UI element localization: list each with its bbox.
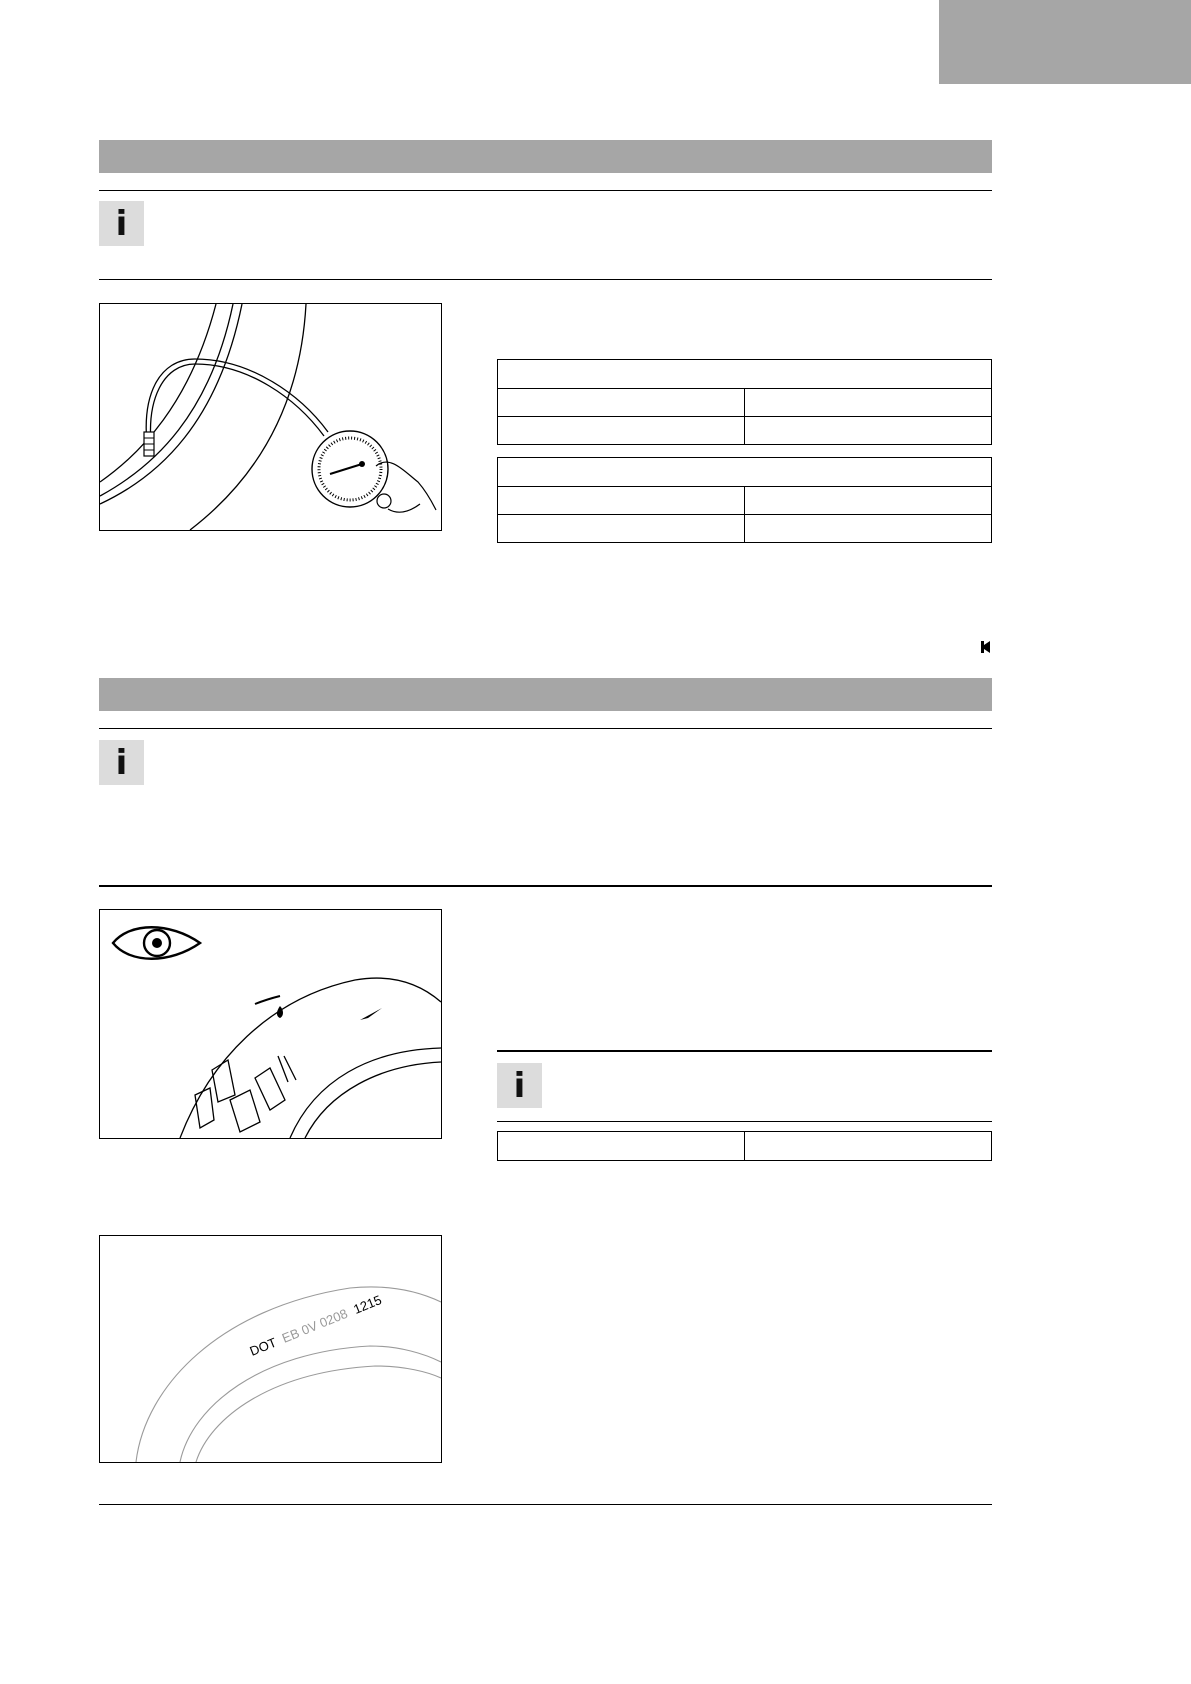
spec-table-1: [497, 359, 992, 445]
chapter-tab: [939, 0, 1191, 84]
note-divider-bottom: [497, 1121, 992, 1122]
section-end-divider: [99, 1504, 992, 1505]
end-of-section-icon: [981, 641, 990, 653]
section-header-bar-tire-condition: [99, 678, 992, 711]
info-divider-bottom-2: [99, 885, 992, 887]
table-row: [498, 514, 991, 542]
spec-table-1-header: [498, 360, 991, 388]
table-row: [498, 388, 991, 416]
info-icon: i: [99, 201, 144, 246]
dot-codes: EB 0V 0208: [279, 1305, 350, 1346]
figure-tire-inspection: [99, 909, 442, 1139]
info-icon: i: [99, 740, 144, 785]
dot-label: DOT: [247, 1334, 279, 1359]
info-divider-top: [99, 190, 992, 191]
info-divider-top-2: [99, 728, 992, 729]
info-divider-bottom: [99, 279, 992, 280]
svg-text:DOT EB 0V 0208 121: [248, 1292, 384, 1359]
table-row: [498, 1132, 991, 1160]
figure-pressure-gauge: [99, 303, 442, 531]
figure-dot-marking: [99, 1235, 442, 1463]
spec-table-2-header: [498, 458, 991, 486]
note-divider-top: [497, 1050, 992, 1052]
section-header-bar-tire-pressure: [99, 140, 992, 173]
table-row: [498, 416, 991, 444]
table-row: [498, 486, 991, 514]
spec-table-2: [497, 457, 992, 543]
info-icon: i: [497, 1063, 542, 1108]
spec-table-3: [497, 1131, 992, 1161]
dot-date-code: 1215: [351, 1292, 384, 1317]
